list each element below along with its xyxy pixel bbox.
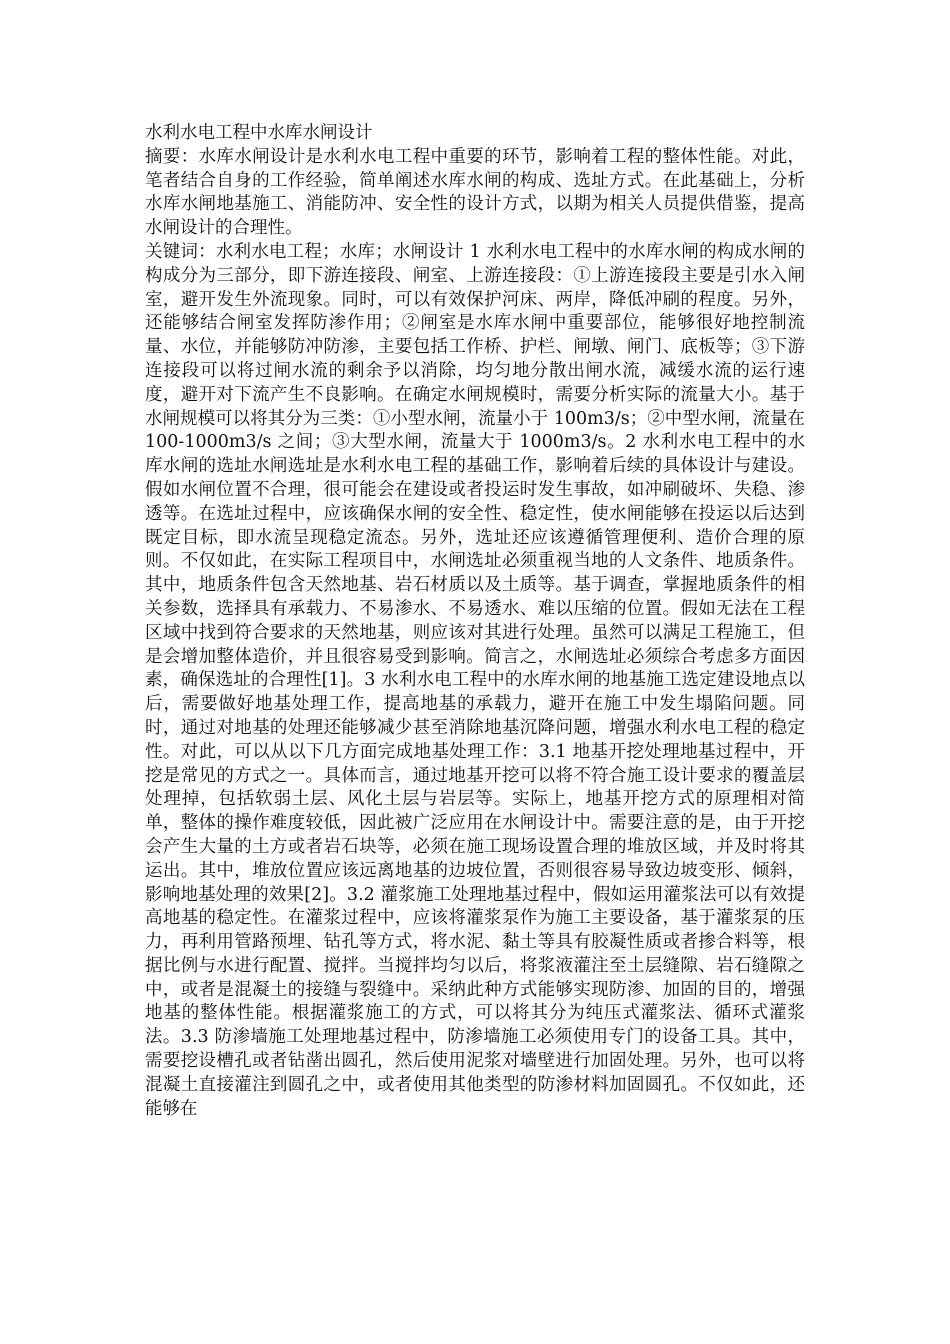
document-content (145, 122, 805, 1121)
document-title: 水利水电工程中水库水闸设计 (145, 123, 373, 143)
document-body: 关键词：水利水电工程；水库；水闸设计 1 水利水电工程中的水库水闸的构成水闸的构成分为三部分，即下游连接段、闸室、上游连接段：①上游连接段主要是引水入闸室，避开发生外流现象。同时，可以有效保护河床、两岸，降低冲刷的程度。另外，还能够结合闸室发挥防渗作用；②闸室是水库水闸中重要部位，能够很好地控制流量、水位，并能够防冲防渗，主要包括工作桥、护栏、闸墩、闸门、底板等；③下游连接段可以将过闸水流的剩余予以消除，均匀地分散出闸水流，减缓水流的运行速度，避开对下流产生不良影响。在确定水闸规模时，需要分析实际的流量大小。基于水闸规模可以将其分为三类：①小型水闸，流量小于 100m3/s；②中型水闸，流量在 100-1000m3/s 之间；③大型水闸，流量大于 1000m3/s。2 水利水电工程中的水库水闸的选址水闸选址是水利水电工程的基础工作，影响着后续的具体设计与建设。假如水闸位置不合理，很可能会在建设或者投运时发生事故，如冲刷破坏、失稳、渗透等。在选址过程中，应该确保水闸的安全性、稳定性，使水闸能够在投运以后达到既定目标，即水流呈现稳定流态。另外，选址还应该遵循管理便利、造价合理的原则。不仅如此，在实际工程项目中，水闸选址必须重视当地的人文条件、地质条件。其中，地质条件包含天然地基、岩石材质以及土质等。基于调查，掌握地质条件的相关参数，选择具有承载力、不易渗水、不易透水、难以压缩的位置。假如无法在工程区域中找到符合要求的天然地基，则应该对其进行处理。虽然可以满足工程施工，但是会增加整体造价，并且很容易受到影响。简言之，水闸选址必须综合考虑多方面因素，确保选址的合理性[1]。3 水利水电工程中的水库水闸的地基施工选定建设地点以后，需要做好地基处理工作，提高地基的承载力，避开在施工中发生塌陷问题。同时，通过对地基的处理还能够减少甚至消除地基沉降问题，增强水利水电工程的稳定性。对此，可以从以下几方面完成地基处理工作：3.1 地基开挖处理地基过程中，开挖是常见的方式之一。具体而言，通过地基开挖可以将不符合施工设计要求的覆盖层处理掉，包括软弱土层、风化土层与岩层等。实际上，地基开挖方式的原理相对简单，整体的操作难度较低，因此被广泛应用在水闸设计中。需要注意的是，由于开挖会产生大量的土方或者岩石块等，必须在施工现场设置合理的堆放区域，并及时将其运出。其中，堆放位置应该远离地基的边坡位置，否则很容易导致边坡变形、倾斜，影响地基处理的效果[2]。3.2 灌浆施工处理地基过程中，假如运用灌浆法可以有效提高地基的稳定性。在灌浆过程中，应该将灌浆泵作为施工主要设备，基于灌浆泵的压力，再利用管路预埋、钻孔等方式，将水泥、黏土等具有胶凝性质或者掺合料等，根据比例与水进行配置、搅拌。当搅拌均匀以后，将浆液灌注至土层缝隙、岩石缝隙之中，或者是混凝土的接缝与裂缝中。采纳此种方式能够实现防渗、加固的目的，增强地基的整体性能。根据灌浆施工的方式，可以将其分为纯压式灌浆法、循环式灌浆法。3.3 防渗墙施工处理地基过程中，防渗墙施工必须使用专门的设备工具。其中，需要挖设槽孔或者钻凿出圆孔，然后使用泥浆对墙壁进行加固处理。另外，也可以将混凝土直接灌注到圆孔之中，或者使用其他类型的防渗材料加固圆孔。不仅如此，还能够在 (145, 241, 805, 1119)
document-abstract: 摘要：水库水闸设计是水利水电工程中重要的环节，影响着工程的整体性能。对此，笔者结合自身的工作经验，简单阐述水库水闸的构成、选址方式。在此基础上，分析水库水闸地基施工、消能防冲、安全性的设计方式，以期为相关人员提供借鉴，提高水闸设计的合理性。 (145, 146, 805, 239)
